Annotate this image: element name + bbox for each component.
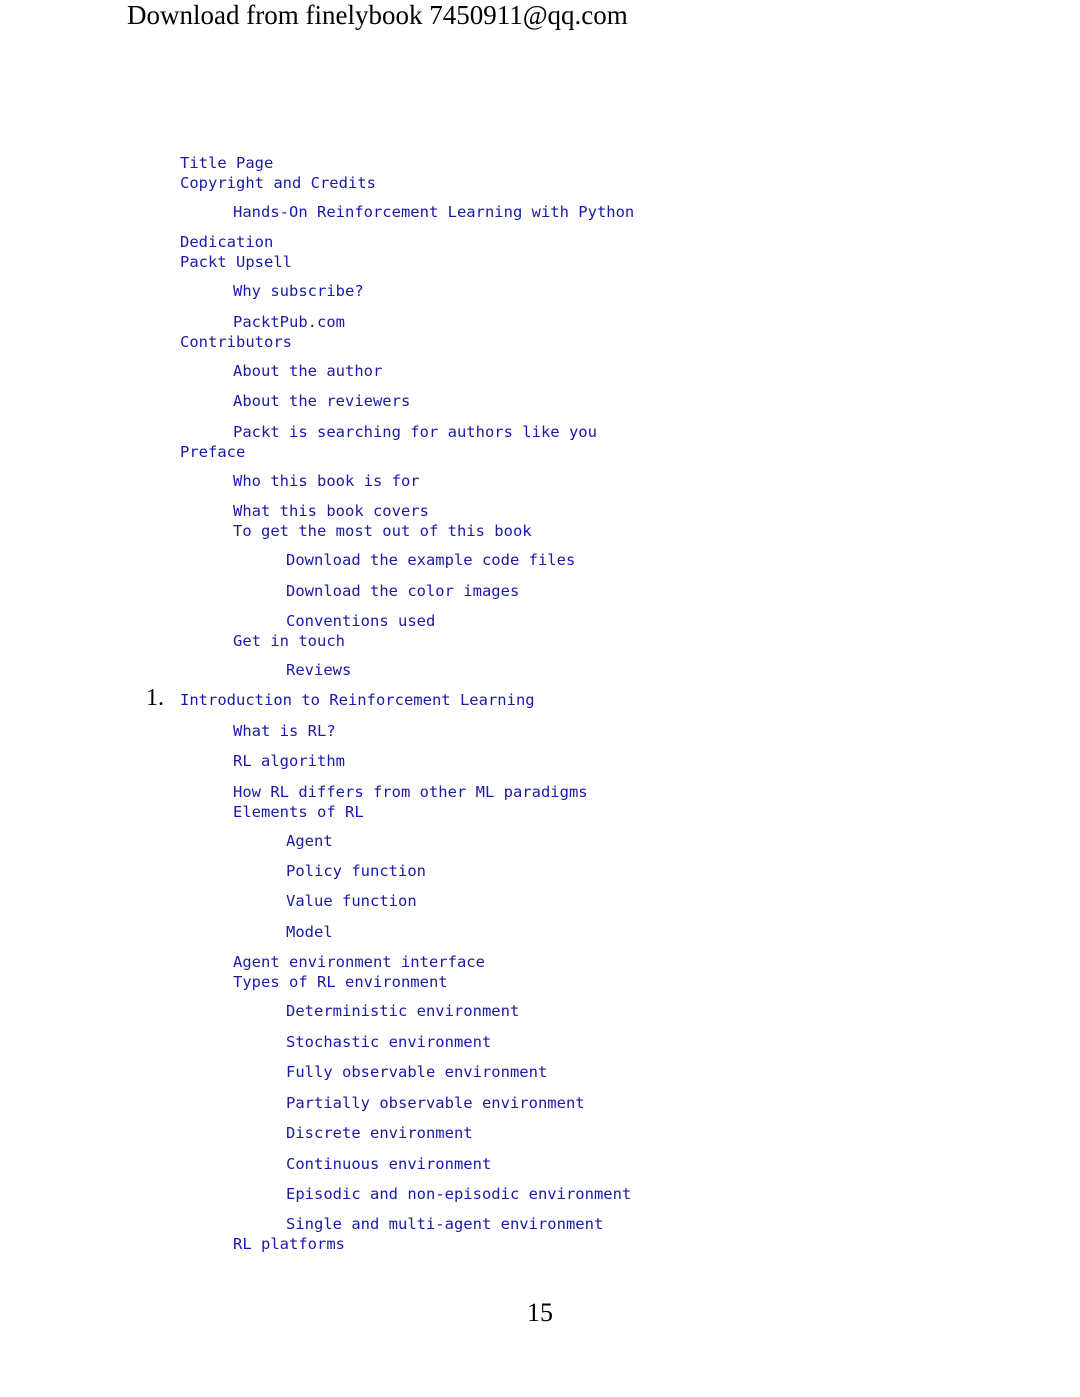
- toc-link-copyright-and-credits[interactable]: Copyright and Credits: [180, 174, 376, 192]
- toc-link-get-in-touch[interactable]: Get in touch: [233, 632, 345, 650]
- download-notice: Download from finelybook 7450911@qq.com: [127, 0, 628, 30]
- toc-link-episodic-non-episodic-environment[interactable]: Episodic and non-episodic environment: [286, 1185, 632, 1203]
- toc-link-who-this-book-is-for[interactable]: Who this book is for: [233, 472, 420, 490]
- toc-link-dedication[interactable]: Dedication: [180, 233, 274, 251]
- toc-link-download-example-code[interactable]: Download the example code files: [286, 551, 576, 569]
- toc-link-packt-searching-authors[interactable]: Packt is searching for authors like you: [233, 423, 597, 441]
- toc-link-policy-function[interactable]: Policy function: [286, 862, 426, 880]
- toc-link-get-most-out-of-book[interactable]: To get the most out of this book: [233, 522, 532, 540]
- toc-link-what-is-rl[interactable]: What is RL?: [233, 722, 336, 740]
- toc-link-continuous-environment[interactable]: Continuous environment: [286, 1155, 492, 1173]
- toc-link-what-this-book-covers[interactable]: What this book covers: [233, 502, 429, 520]
- toc-link-chapter-1-intro-rl[interactable]: Introduction to Reinforcement Learning: [180, 691, 535, 709]
- toc-link-value-function[interactable]: Value function: [286, 892, 417, 910]
- toc-link-conventions-used[interactable]: Conventions used: [286, 612, 436, 630]
- page-number: 15: [527, 1298, 553, 1327]
- toc-link-discrete-environment[interactable]: Discrete environment: [286, 1124, 473, 1142]
- toc-link-rl-platforms[interactable]: RL platforms: [233, 1235, 345, 1253]
- toc-link-types-of-rl-environment[interactable]: Types of RL environment: [233, 973, 448, 991]
- toc-link-agent-environment-interface[interactable]: Agent environment interface: [233, 953, 485, 971]
- toc-link-rl-algorithm[interactable]: RL algorithm: [233, 752, 345, 770]
- toc-link-model[interactable]: Model: [286, 923, 333, 941]
- toc-link-agent[interactable]: Agent: [286, 832, 333, 850]
- toc-link-about-the-reviewers[interactable]: About the reviewers: [233, 392, 411, 410]
- toc-link-single-multi-agent-environment[interactable]: Single and multi-agent environment: [286, 1215, 604, 1233]
- toc-link-title-page[interactable]: Title Page: [180, 154, 274, 172]
- toc-link-rl-vs-ml-paradigms[interactable]: How RL differs from other ML paradigms: [233, 783, 588, 801]
- toc-link-contributors[interactable]: Contributors: [180, 333, 292, 351]
- toc-link-fully-observable-environment[interactable]: Fully observable environment: [286, 1063, 548, 1081]
- chapter-number: 1.: [146, 685, 164, 711]
- toc-link-hands-on-rl-with-python[interactable]: Hands-On Reinforcement Learning with Python: [233, 203, 635, 221]
- toc-link-why-subscribe[interactable]: Why subscribe?: [233, 282, 364, 300]
- toc-link-partially-observable-environment[interactable]: Partially observable environment: [286, 1094, 585, 1112]
- toc-link-deterministic-environment[interactable]: Deterministic environment: [286, 1002, 520, 1020]
- toc-link-packtpub-com[interactable]: PacktPub.com: [233, 313, 345, 331]
- toc-link-about-the-author[interactable]: About the author: [233, 362, 383, 380]
- toc-link-stochastic-environment[interactable]: Stochastic environment: [286, 1033, 492, 1051]
- toc-link-packt-upsell[interactable]: Packt Upsell: [180, 253, 292, 271]
- toc-link-download-color-images[interactable]: Download the color images: [286, 582, 520, 600]
- toc-link-elements-of-rl[interactable]: Elements of RL: [233, 803, 364, 821]
- toc-link-reviews[interactable]: Reviews: [286, 661, 352, 679]
- toc-link-preface[interactable]: Preface: [180, 443, 246, 461]
